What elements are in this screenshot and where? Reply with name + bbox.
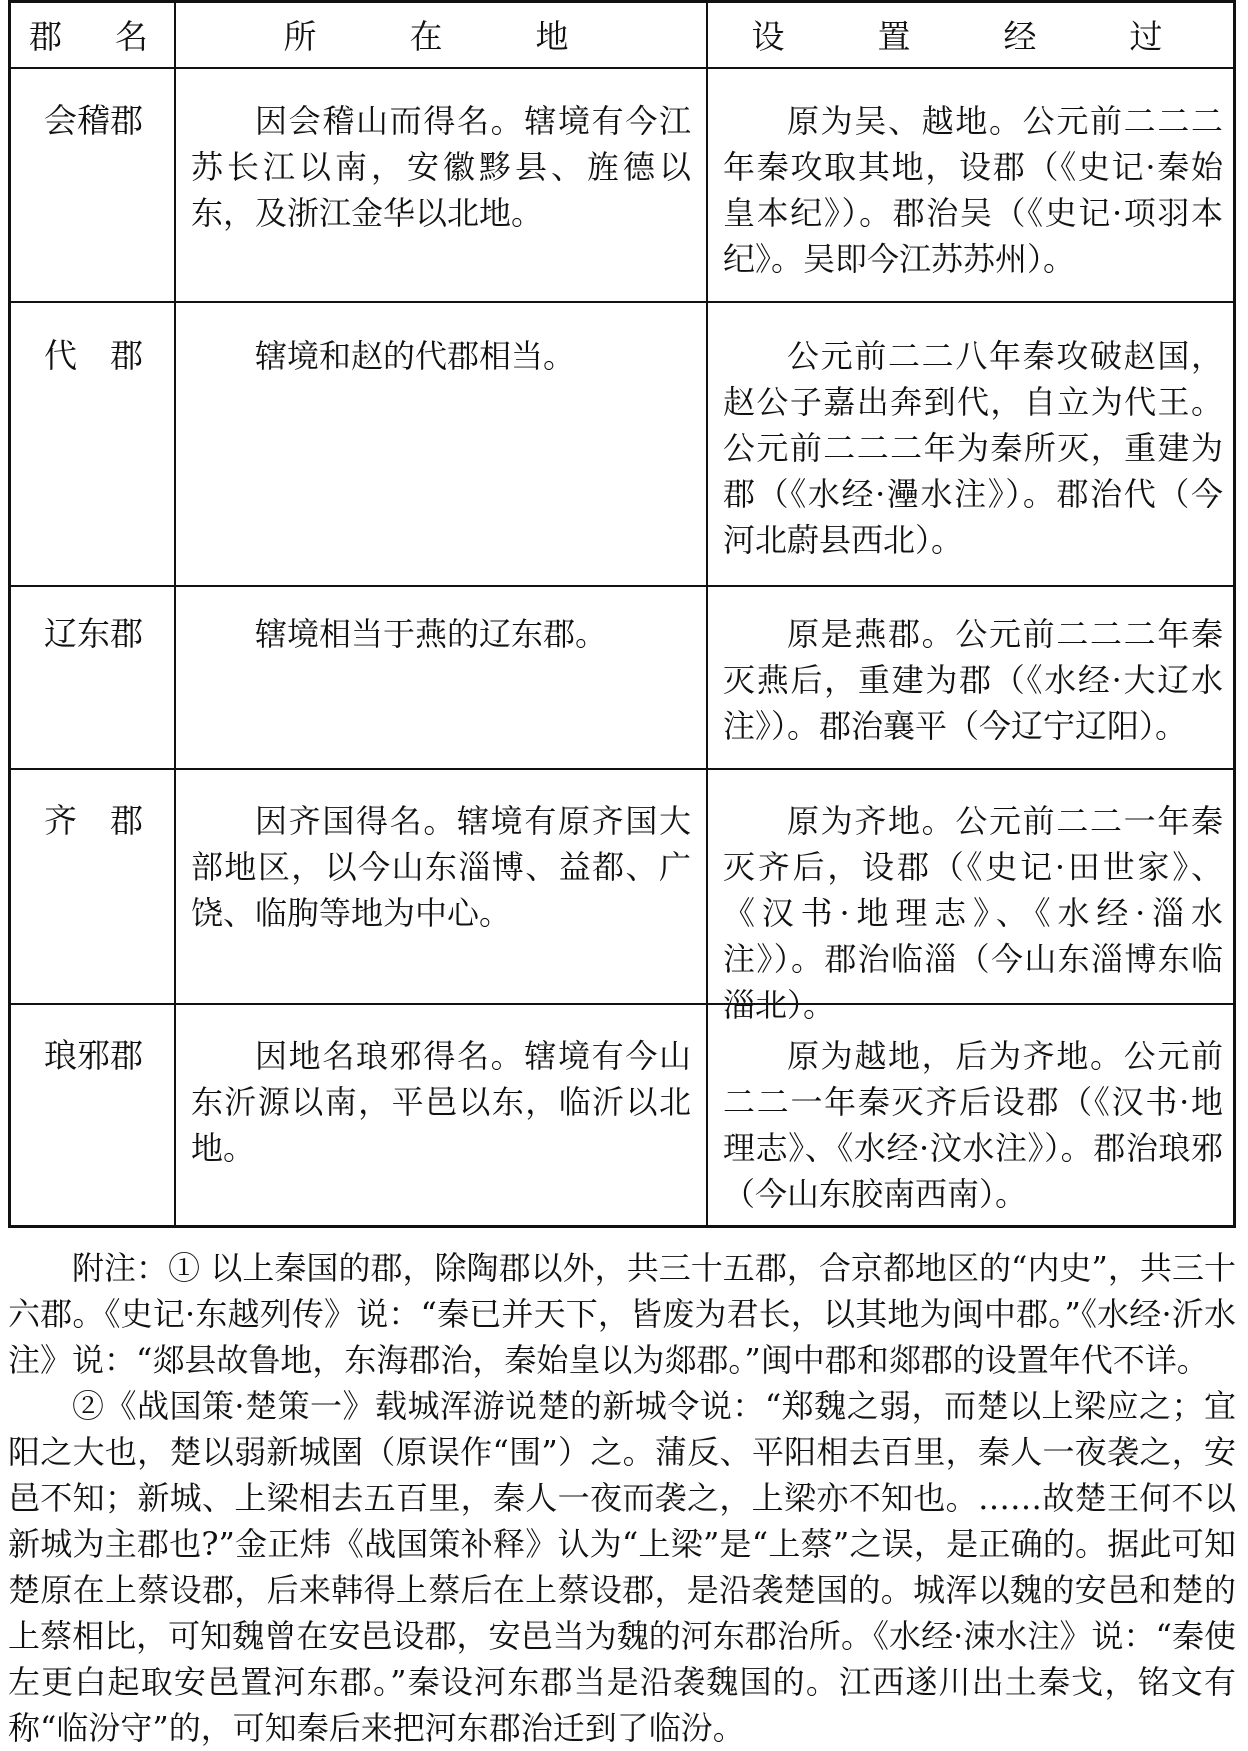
column-divider [706,3,708,1225]
location-cell: 因会稽山而得名。辖境有今江苏长江以南，安徽黟县、旌德以东，及浙江金华以北地。 [191,102,691,232]
prefecture-name: 琅邪郡 [44,1036,143,1075]
prefecture-name: 辽东郡 [44,614,143,653]
notes-section [8,1245,1236,1751]
location-cell: 因地名琅邪得名。辖境有今山东沂源以南，平邑以东，临沂以北地。 [191,1037,691,1167]
row-divider [11,768,1233,770]
row-divider [11,585,1233,587]
history-cell: 原是燕郡。公元前二二二年秦灭燕后，重建为郡（《水经·大辽水注》）。郡治襄平（今辽宁辽阳）。 [723,615,1223,745]
history-cell: 原为齐地。公元前二二一年秦灭齐后，设郡（《史记·田世家》、《汉书·地理志》、《水经·淄水注》）。郡治临淄（今山东淄博东临淄北）。 [723,802,1223,1024]
history-cell: 原为越地，后为齐地。公元前二二一年秦灭齐后设郡（《汉书·地理志》、《水经·汶水注》）。郡治琅邪（今山东胶南西南）。 [723,1037,1223,1213]
location-cell: 辖境相当于燕的辽东郡。 [255,615,608,653]
history-cell: 原为吴、越地。公元前二二二年秦攻取其地，设郡（《史记·秦始皇本纪》）。郡治吴（《史记·项羽本纪》。吴即今江苏苏州）。 [723,102,1223,278]
prefecture-table [8,0,1236,1228]
header-name: 郡 名 [29,17,158,56]
note-paragraph: 附注：① 以上秦国的郡，除陶郡以外，共三十五郡，合京都地区的“内史”，共三十六郡。《史记·东越列传》说：“秦已并天下，皆废为君长，以其地为闽中郡。”《水经·沂水注》说：“郯县故鲁地，东海郡治，秦始皇以为郯郡。”闽中郡和郯郡的设置年代不详。 [8,1249,1236,1379]
row-divider [11,67,1233,69]
header-history: 设 置 经 过 [751,17,1193,56]
row-divider [11,301,1233,303]
location-cell: 辖境和赵的代郡相当。 [255,337,576,375]
prefecture-name: 会稽郡 [44,101,143,140]
prefecture-name: 代 郡 [44,336,143,375]
header-location: 所 在 地 [283,17,599,56]
note-paragraph: ②《战国策·楚策一》载城浑游说楚的新城令说：“郑魏之弱，而楚以上梁应之；宜阳之大也，楚以弱新城圉（原误作“围”）之。蒲反、平阳相去百里，秦人一夜袭之，安邑不知；新城、上梁相去五百里，秦人一夜而袭之，上梁亦不知也。……故楚王何不以新城为主郡也?”金正炜《战国策补释》认为“上梁”是“上蔡”之误，是正确的。据此可知楚原在上蔡设郡，后来韩得上蔡后在上蔡设郡，是沿袭楚国的。城浑以魏的安邑和楚的上蔡相比，可知魏曾在安邑设郡，安邑当为魏的河东郡治所。《水经·涑水注》说：“秦使左更白起取安邑置河东郡。”秦设河东郡当是沿袭魏国的。江西遂川出土秦戈，铭文有称“临汾守”的，可知秦后来把河东郡治迁到了临汾。 [8,1387,1236,1747]
location-cell: 因齐国得名。辖境有原齐国大部地区，以今山东淄博、益都、广饶、临朐等地为中心。 [191,802,691,932]
prefecture-name: 齐 郡 [44,801,143,840]
history-cell: 公元前二二八年秦攻破赵国，赵公子嘉出奔到代，自立为代王。公元前二二二年为秦所灭，重建为郡（《水经·灅水注》）。郡治代（今河北蔚县西北）。 [723,337,1223,559]
